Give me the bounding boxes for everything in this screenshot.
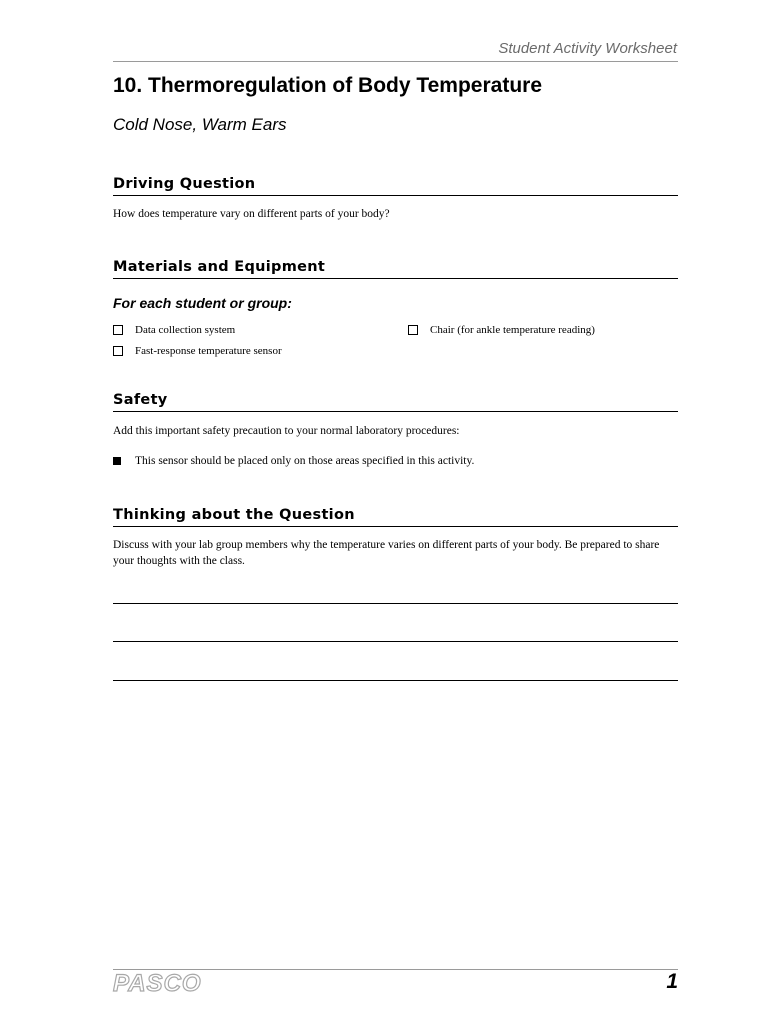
answer-line[interactable] bbox=[113, 603, 678, 604]
materials-item bbox=[408, 324, 595, 336]
materials-item bbox=[113, 345, 282, 357]
section-heading-safety: Safety bbox=[113, 392, 678, 412]
materials-item-label: Data collection system bbox=[135, 324, 236, 336]
materials-item bbox=[113, 324, 235, 336]
section-heading-materials: Materials and Equipment bbox=[113, 259, 678, 279]
square-bullet-icon bbox=[113, 457, 121, 465]
pasco-logo: PASCO bbox=[113, 970, 202, 997]
header-divider bbox=[113, 61, 678, 62]
page-title: 10. Thermoregulation of Body Temperature bbox=[113, 74, 543, 97]
page-subtitle: Cold Nose, Warm Ears bbox=[113, 115, 287, 134]
materials-subheading: For each student or group: bbox=[113, 295, 292, 311]
checkbox-icon bbox=[113, 346, 123, 356]
answer-line[interactable] bbox=[113, 680, 678, 681]
safety-intro: Add this important safety precaution to your normal laboratory procedures: bbox=[113, 425, 460, 437]
page-number: 1 bbox=[666, 970, 678, 993]
checkbox-icon bbox=[408, 325, 418, 335]
driving-question-text: How does temperature vary on different parts of your body? bbox=[113, 208, 390, 220]
materials-item-label: Chair (for ankle temperature reading) bbox=[430, 324, 595, 336]
safety-bullet bbox=[113, 455, 474, 467]
checkbox-icon bbox=[113, 325, 123, 335]
thinking-text: Discuss with your lab group members why the temperature varies on different parts of your body. Be prepared to share your thoughts with the class. bbox=[113, 539, 660, 567]
section-heading-driving-question: Driving Question bbox=[113, 176, 678, 196]
safety-bullet-text: This sensor should be placed only on those areas specified in this activity. bbox=[135, 455, 475, 467]
section-heading-thinking: Thinking about the Question bbox=[113, 507, 678, 527]
materials-item-label: Fast-response temperature sensor bbox=[135, 345, 282, 357]
answer-line[interactable] bbox=[113, 641, 678, 642]
worksheet-label: Student Activity Worksheet bbox=[498, 40, 677, 57]
